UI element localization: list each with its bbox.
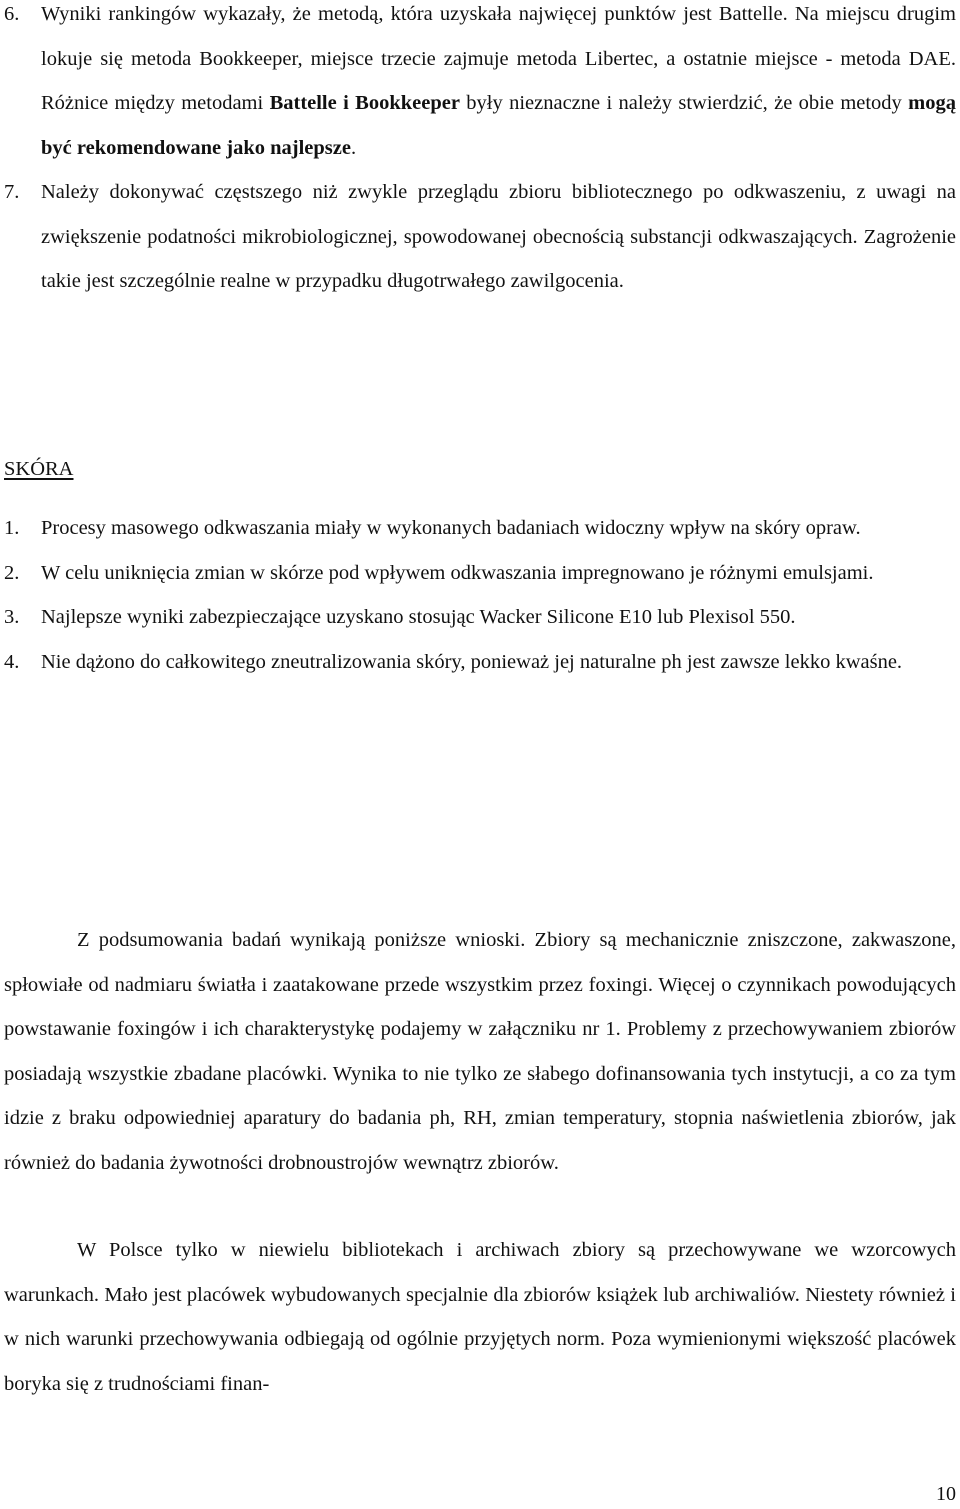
list-item — [4, 170, 956, 304]
list-item — [4, 595, 956, 640]
list-item — [4, 551, 956, 596]
item-text: Procesy masowego odkwaszania miały w wykonanych badaniach widoczny wpływ na skóry opraw. — [41, 517, 861, 539]
page-number: 10 — [936, 1483, 956, 1505]
item-number: 1. — [4, 517, 20, 539]
item-number: 2. — [4, 561, 20, 584]
item-bold-text: mogą być rekomendowane jako najlepsze — [41, 92, 956, 159]
item-text: Nie dążono do całkowitego zneutralizowania skóry, ponieważ jej naturalne ph jest zawsze lekko kwaśne. — [41, 650, 903, 673]
conclusions-list — [4, 0, 956, 304]
section-heading: SKÓRA — [4, 458, 74, 480]
item-number: 6. — [4, 3, 20, 25]
list-item — [4, 640, 956, 685]
item-text: Wyniki rankingów wykazały, że metodą, która uzyskała najwięcej punktów jest Battelle. Na miejscu drugim lokuje się metoda Bookkeeper, miejsce trzecie zajmuje metoda Libertec, a ostatnie miejsce - metoda DAE. Różnice między metodami — [41, 3, 956, 114]
leather-list — [4, 506, 956, 684]
item-bold-text: Battelle i Bookkeeper — [269, 92, 460, 114]
item-text: Należy dokonywać częstszego niż zwykle przeglądu zbioru bibliotecznego po odkwaszeniu, z uwagi na zwiększenie podatności mikrobiologicznej, spowodowanej obecnością substancji odkwaszających. Zagrożenie takie jest szczególnie realne w przypadku długotrwałego zawilgocenia. — [41, 181, 956, 292]
item-number: 7. — [4, 181, 20, 203]
list-item — [4, 0, 956, 170]
item-number: 3. — [4, 606, 20, 628]
summary-paragraph: Z podsumowania badań wynikają poniższe wnioski. Zbiory są mechanicznie zniszczone, zakwaszone, spłowiałe od nadmiaru światła i zaatakowane przede wszystkim przez foxingi. Więcej o czynnikach powodujących powstawanie foxingów i ich charakterystykę podajemy w załączniku nr 1. Problemy z przechowywaniem zbiorów posiadają wszystkie zbadane placówki. Wynika to nie tylko ze słabego dofinansowania tych instytucji, a co za tym idzie z braku odpowiedniej aparatury do badania ph, RH, zmian temperatury, stopnia naświetlenia zbiorów, jak również do badania żywotności drobnoustrojów wewnątrz zbiorów. — [4, 929, 956, 1174]
item-number: 4. — [4, 650, 20, 673]
summary-paragraph: W Polsce tylko w niewielu bibliotekach i archiwach zbiory są przechowywane we wzorcowych warunkach. Mało jest placówek wybudowanych specjalnie dla zbiorów książek lub archiwaliów. Niestety również i w nich warunki przechowywania odbiegają od ogólnie przyjętych norm. Poza wymienionymi większość placówek boryka się z trudnościami finan- — [4, 1239, 956, 1395]
item-text: były nieznaczne i należy stwierdzić, że obie metody — [459, 92, 909, 114]
item-text: W celu uniknięcia zmian w skórze pod wpływem odkwaszania impregnowano je różnymi emulsjami. — [41, 561, 874, 584]
item-text: Najlepsze wyniki zabezpieczające uzyskano stosując Wacker Silicone E10 lub Plexisol 550. — [41, 606, 796, 628]
item-text: . — [350, 136, 357, 159]
list-item — [4, 506, 956, 551]
